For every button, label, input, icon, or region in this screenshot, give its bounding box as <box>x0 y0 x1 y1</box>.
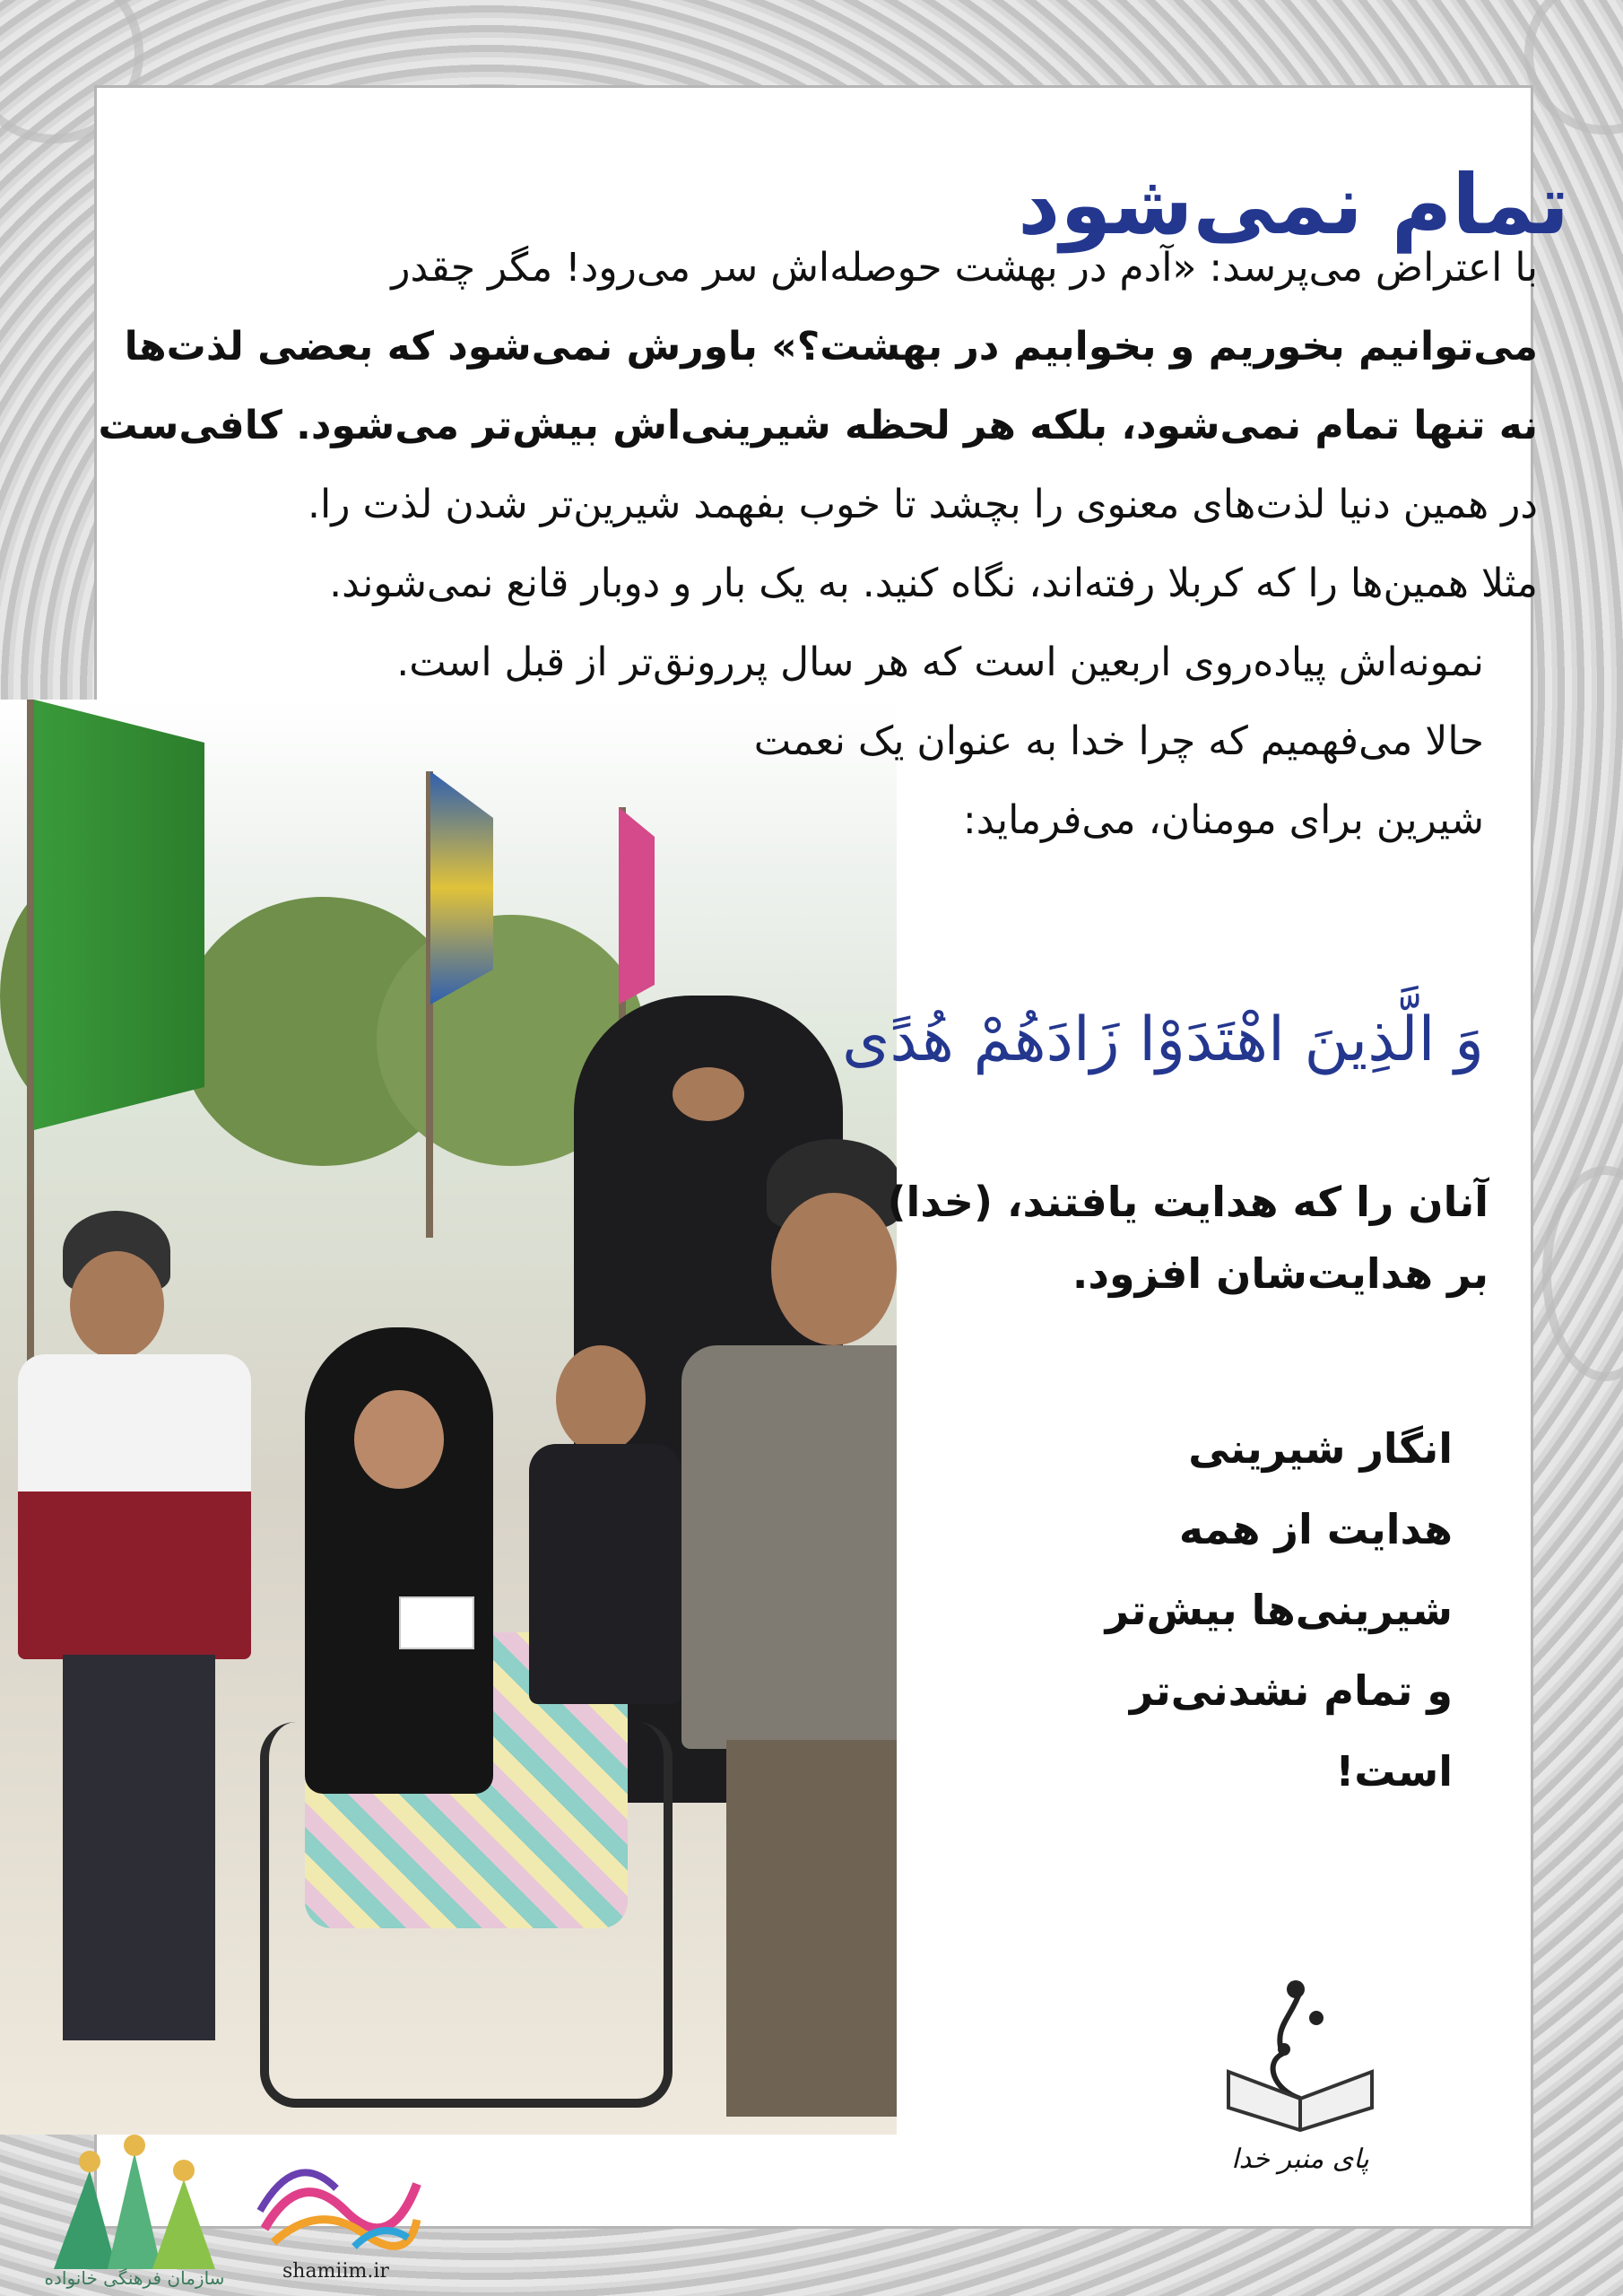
body-line: می‌توانیم بخوریم و بخوابیم در بهشت؟» باورش نمی‌شود که بعضی لذت‌ها <box>124 324 1538 370</box>
translation-line: آنان را که هدایت یافتند، (خدا) <box>887 1178 1488 1226</box>
body-line: حالا می‌فهمیم که چرا خدا به عنوان یک نعمت <box>753 718 1484 764</box>
face <box>354 1390 444 1489</box>
body-line: نمونه‌اش پیاده‌روی اربعین است که هر سال پررونق‌تر از قبل است. <box>396 639 1484 685</box>
verse-translation <box>887 1166 1488 1309</box>
name-tag <box>399 1596 474 1649</box>
shamim-logo <box>247 2148 426 2256</box>
body-line: در همین دنیا لذت‌های معنوی را بچشد تا خوب بفهمد شیرین‌تر شدن لذت را. <box>308 482 1538 527</box>
closing-line: و تمام نشدنی‌تر <box>1129 1666 1453 1715</box>
smiling-boy <box>681 1139 897 2135</box>
jacket <box>681 1345 897 1749</box>
pants <box>63 1655 215 2040</box>
face <box>556 1345 646 1453</box>
translation-line: بر هدایت‌شان افزود. <box>1072 1249 1488 1298</box>
pants <box>726 1740 897 2117</box>
page-title: تمام نمی‌شود <box>1018 157 1569 253</box>
boy-in-jacket <box>9 1211 260 2135</box>
article-body <box>98 229 1538 860</box>
body-line: با اعتراض می‌پرسد: «آدم در بهشت حوصله‌اش سر می‌رود! مگر چقدر <box>391 245 1538 291</box>
family-culture-logo <box>36 2135 233 2278</box>
small-boy <box>529 1345 681 1704</box>
jacket <box>18 1354 251 1659</box>
pilgrims-photo <box>0 700 897 2135</box>
open-book-icon <box>1211 1964 1390 2135</box>
closing-line: است! <box>1335 1747 1453 1796</box>
face <box>70 1251 164 1359</box>
closing-line: هدایت از همه <box>1178 1505 1453 1553</box>
face <box>673 1067 744 1121</box>
closing-line: شیرینی‌ها بیش‌تر <box>1105 1586 1453 1634</box>
girl-in-hijab <box>305 1327 493 1794</box>
closing-line: انگار شیرینی <box>1188 1424 1453 1473</box>
family-culture-caption: سازمان فرهنگی خانواده <box>44 2267 225 2289</box>
body-line: شیرین برای مومنان، می‌فرماید: <box>962 797 1484 843</box>
body-line: نه تنها تمام نمی‌شود، بلکه هر لحظه شیرینی‌اش بیش‌تر می‌شود. کافی‌ست <box>98 403 1538 448</box>
book-caption: پای منبر خدا <box>1231 2144 1369 2175</box>
face <box>771 1193 897 1345</box>
closing-text <box>1106 1408 1453 1812</box>
jacket <box>529 1444 681 1704</box>
quran-verse: وَ الَّذِینَ اهْتَدَوْا زَادَهُمْ هُدًی <box>842 1004 1484 1075</box>
website-url: shamiim.ir <box>282 2260 389 2283</box>
body-line: مثلا همین‌ها را که کربلا رفته‌اند، نگاه کنید. به یک بار و دوبار قانع نمی‌شوند. <box>329 561 1538 606</box>
